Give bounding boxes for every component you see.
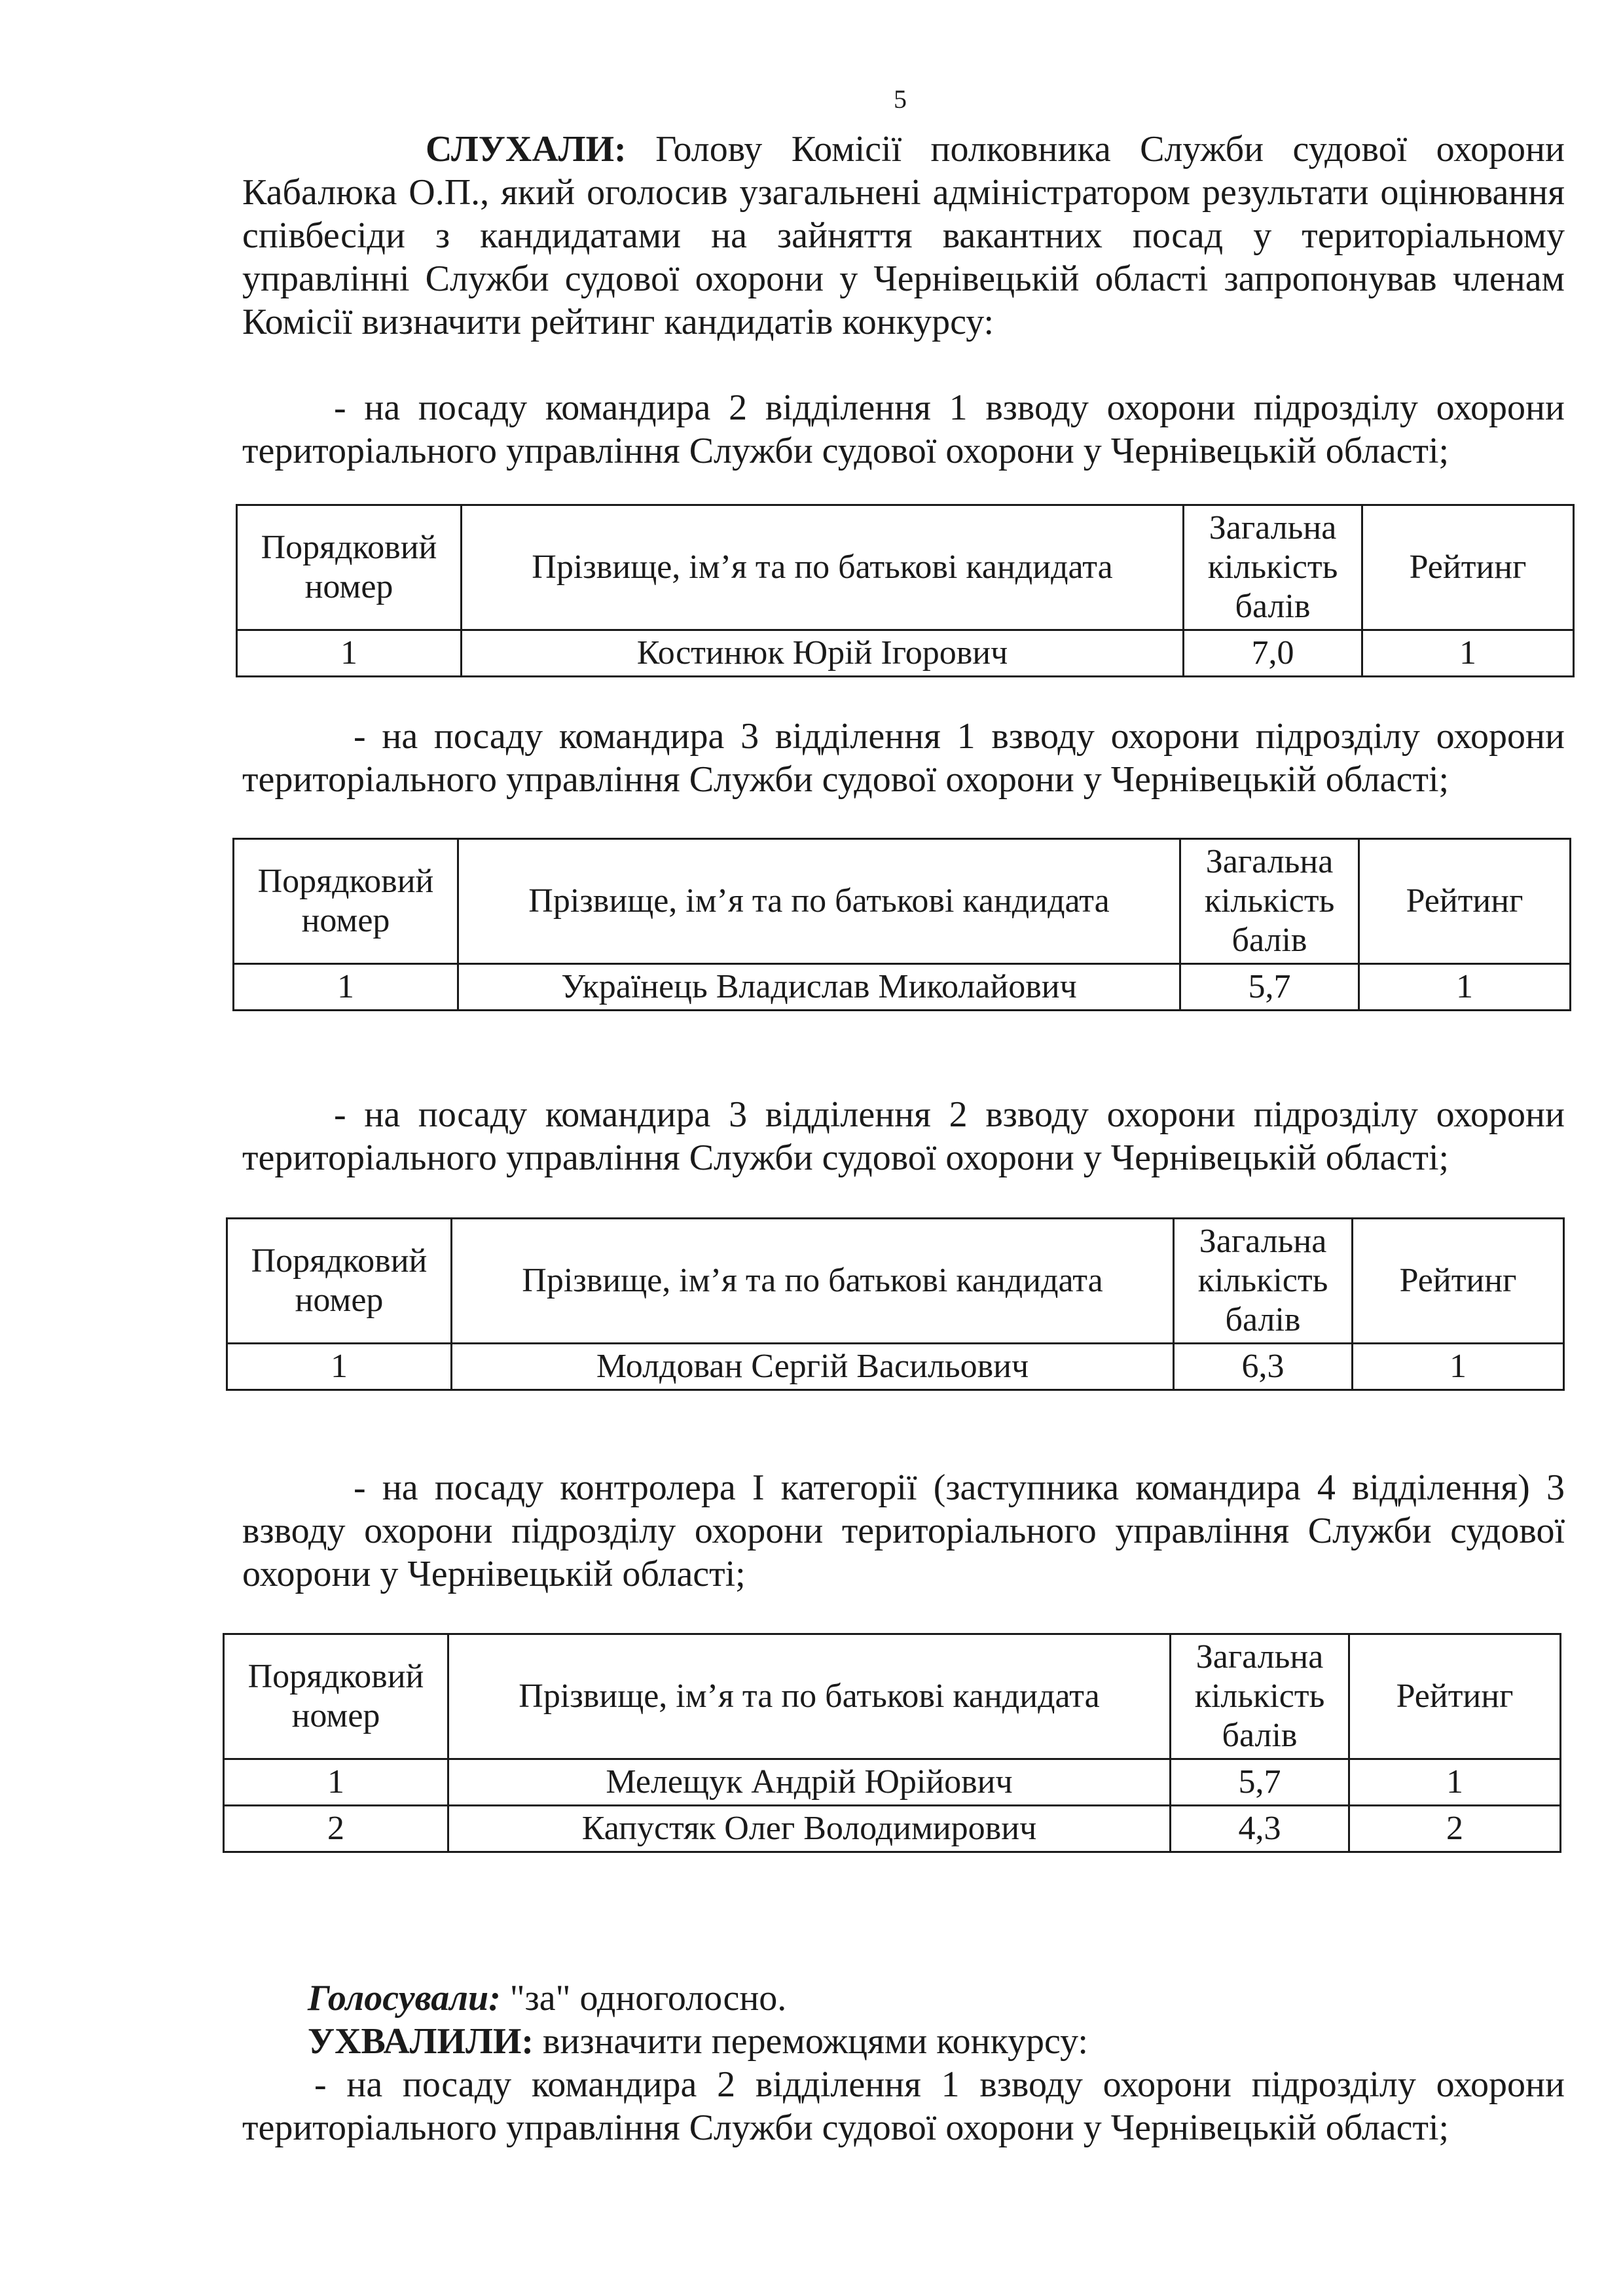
candidates-table-1 — [236, 504, 1575, 677]
candidates-table-3 — [226, 1217, 1565, 1391]
candidates-table-2 — [232, 838, 1571, 1011]
section-2-position: - на посаду командира 3 відділення 1 взводу охорони підрозділу охорони територіального управління Служби судової охорони у Чернівецькій області; — [242, 716, 1565, 800]
section-4-position: - на посаду контролера І категорії (заступника командира 4 відділення) 3 взводу охорони підрозділу охорони територіального управління Служби судової охорони у Чернівецькій області; — [242, 1467, 1565, 1594]
page-number: 5 — [894, 84, 907, 114]
voted-label: Голосували: — [308, 1978, 501, 2018]
decided-position: - на посаду командира 2 відділення 1 взводу охорони підрозділу охорони територіального управління Служби судової охорони у Чернівецькій області; — [242, 2064, 1565, 2148]
table-row: 1 Молдован Сергій Васильович 6,3 1 — [227, 1344, 1564, 1390]
voted-paragraph — [242, 1977, 1565, 2020]
table-header-row — [237, 505, 1574, 630]
section-3-position: - на посаду командира 3 відділення 2 взводу охорони підрозділу охорони територіального управління Служби судової охорони у Чернівецькій області; — [242, 1094, 1565, 1178]
table-row: 2 Капустяк Олег Володимирович 4,3 2 — [224, 1806, 1561, 1852]
table-row: 1 Українець Владислав Миколайович 5,7 1 — [234, 964, 1571, 1011]
header-score: Загальна кількість балів — [1184, 505, 1362, 630]
header-name: Прізвище, ім’я та по батькові кандидата — [462, 505, 1184, 630]
decided-text: визначити переможцями конкурсу: — [543, 2021, 1088, 2062]
decided-label: УХВАЛИЛИ: — [308, 2021, 534, 2062]
table-header-row: Порядковий номер Прізвище, ім’я та по батькові кандидата Загальна кількість балів Рейтинг — [234, 839, 1571, 964]
candidates-table-4 — [223, 1633, 1561, 1853]
table-header-row: Порядковий номер Прізвище, ім’я та по батькові кандидата Загальна кількість балів Рейтинг — [227, 1219, 1564, 1344]
header-rating: Рейтинг — [1362, 505, 1574, 630]
table-row: 1 Костинюк Юрій Ігорович 7,0 1 — [237, 630, 1574, 677]
heard-label: СЛУХАЛИ: — [426, 129, 627, 170]
table-header-row: Порядковий номер Прізвище, ім’я та по батькові кандидата Загальна кількість балів Рейтинг — [224, 1634, 1561, 1759]
table-row: 1 Мелещук Андрій Юрійович 5,7 1 — [224, 1759, 1561, 1806]
section-1-position: - на посаду командира 2 відділення 1 взводу охорони підрозділу охорони територіального управління Служби судової охорони у Чернівецькій області; — [242, 387, 1565, 471]
decided-paragraph — [242, 2020, 1565, 2063]
heard-text: Голову Комісії полковника Служби судової охорони Кабалюка О.П., який оголосив узагальнені адміністратором результати оцінювання співбесіди з кандидатами на зайняття вакантних посад у територіальному управлінні Служби судової охорони у Чернівецькій області запропонував членам Комісії визначити рейтинг кандидатів конкурсу: — [242, 129, 1565, 342]
header-number: Порядковий номер — [237, 505, 462, 630]
heard-paragraph — [242, 128, 1565, 344]
voted-text: "за" одноголосно. — [509, 1978, 787, 2018]
